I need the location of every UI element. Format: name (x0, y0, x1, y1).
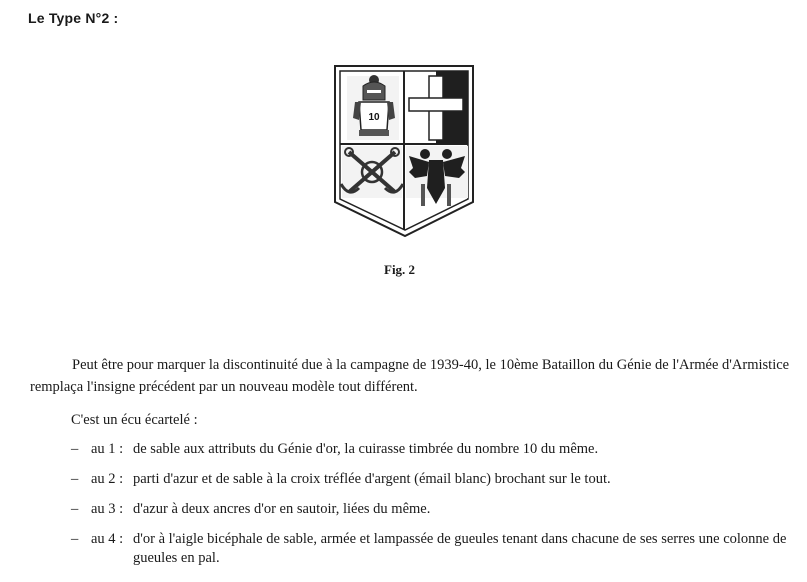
list-dash: – (71, 501, 79, 517)
quarter-label: au 4 : (91, 531, 124, 547)
figure-caption: Fig. 2 (384, 262, 416, 277)
list-dash: – (71, 531, 79, 547)
section-heading: Le Type N°2 : (28, 10, 119, 26)
paragraph-text: Peut être pour marquer la discontinuité due à la campagne de 1939-40, le 10ème Bataillon du Génie de l'Armée d'Armistice remplaça l'insigne précédent par un nouveau modèle tout différent. (30, 357, 790, 395)
quarter-text: d'or à l'aigle bicéphale de sable, armée et lampassée de gueules tenant dans chacune de ses serres une colonne de gueules en pal. (133, 531, 787, 566)
shield-image (333, 64, 475, 238)
armor-icon (347, 75, 399, 140)
quarter-text: de sable aux attributs du Génie d'or, la cuirasse timbrée du nombre 10 du même. (133, 441, 599, 457)
list-dash: – (71, 471, 79, 487)
quarter-label: au 1 : (91, 441, 124, 457)
quarter-label: au 3 : (91, 501, 124, 517)
crossed-anchors-icon (341, 146, 403, 198)
list-item (71, 530, 791, 568)
shield-number: 10 (368, 112, 380, 123)
list-item (71, 440, 791, 459)
quarter-label: au 2 : (91, 471, 124, 487)
quarter-text: parti d'azur et de sable à la croix tréflée d'argent (émail blanc) brochant sur le tout. (133, 471, 611, 487)
list-dash: – (71, 441, 79, 457)
blazon-intro: C'est un écu écartelé : (71, 412, 198, 428)
list-item (71, 470, 791, 489)
coat-of-arms-figure (333, 64, 475, 238)
list-item (71, 500, 791, 519)
double-headed-eagle-icon (406, 146, 468, 206)
quarter-text: d'azur à deux ancres d'or en sautoir, liées du même. (133, 501, 431, 517)
blazon-list (71, 440, 791, 579)
description-paragraph (30, 354, 790, 398)
